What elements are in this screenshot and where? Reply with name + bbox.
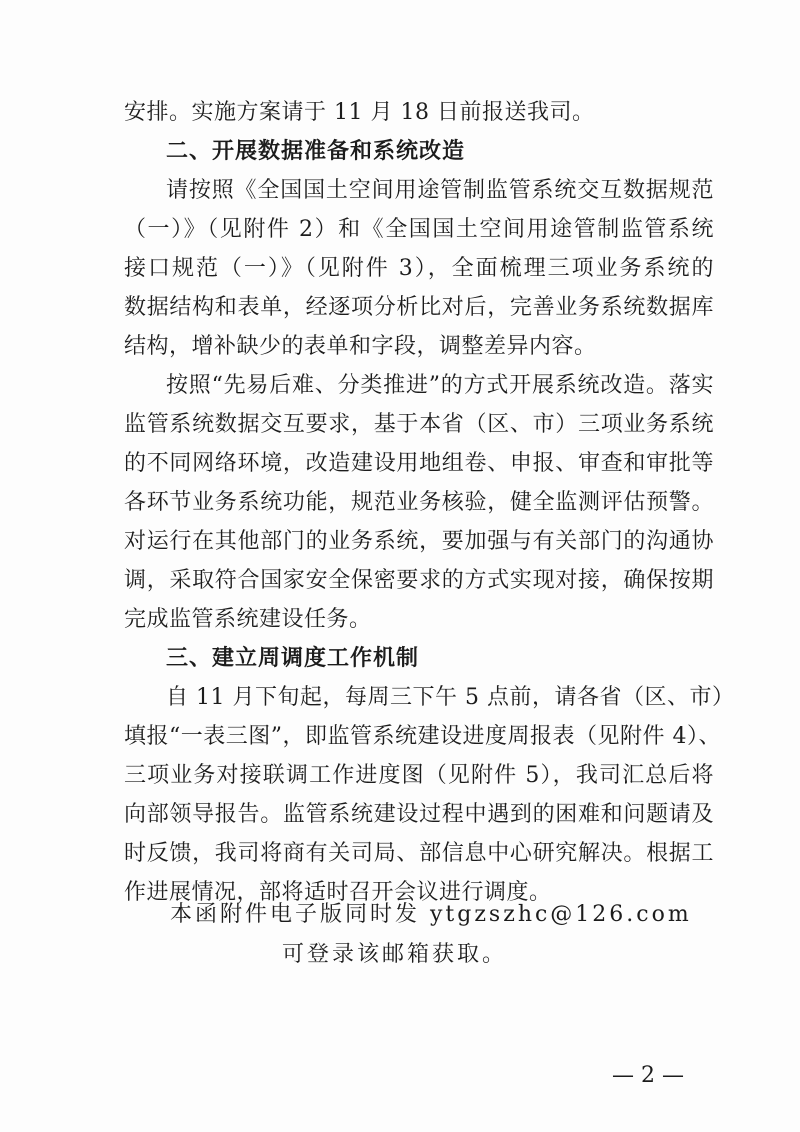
attachment-email-note: 本函附件电子版同时发 ytgzszhc@126.com [170, 902, 692, 927]
attachment-retrieval-note: 可登录该邮箱获取。 [282, 942, 508, 967]
section-heading-3: 三、建立周调度工作机制 [166, 646, 420, 671]
paragraph-line: 按照“先易后难、分类推进”的方式开展系统改造。落实 [166, 373, 714, 398]
paragraph-line: 作进展情况，部将适时召开会议进行调度。 [124, 880, 552, 905]
paragraph-line: （一）》（见附件 2）和《全国国土空间用途管制监管系统 [124, 217, 714, 242]
paragraph-line: 完成监管系统建设任务。 [124, 607, 372, 632]
paragraph-line: 的不同网络环境，改造建设用地组卷、申报、审查和审批等 [124, 451, 714, 476]
paragraph-line: 调，采取符合国家安全保密要求的方式实现对接，确保按期 [124, 568, 714, 593]
section-heading-2: 二、开展数据准备和系统改造 [166, 139, 466, 164]
paragraph-line: 填报“一表三图”，即监管系统建设进度周报表（见附件 4）、 [124, 724, 721, 749]
paragraph-line: 三项业务对接联调工作进度图（见附件 5），我司汇总后将 [124, 763, 714, 788]
paragraph-line: 请按照《全国国土空间用途管制监管系统交互数据规范 [166, 178, 714, 203]
paragraph-line: 数据结构和表单，经逐项分析比对后，完善业务系统数据库 [124, 295, 714, 320]
paragraph-line: 监管系统数据交互要求，基于本省（区、市）三项业务系统 [124, 412, 714, 437]
paragraph-line: 安排。实施方案请于 11 月 18 日前报送我司。 [124, 100, 595, 125]
paragraph-line: 结构，增补缺少的表单和字段，调整差异内容。 [124, 334, 597, 359]
paragraph-line: 时反馈，我司将商有关司局、部信息中心研究解决。根据工 [124, 841, 714, 866]
paragraph-line: 各环节业务系统功能，规范业务核验，健全监测评估预警。 [124, 490, 714, 515]
paragraph-line: 接口规范（一）》（见附件 3），全面梳理三项业务系统的 [124, 256, 714, 281]
paragraph-line: 向部领导报告。监管系统建设过程中遇到的困难和问题请及 [124, 802, 714, 827]
page-number: — 2 — [612, 1063, 684, 1088]
paragraph-line: 自 11 月下旬起，每周三下午 5 点前，请各省（区、市） [166, 685, 735, 710]
paragraph-line: 对运行在其他部门的业务系统，要加强与有关部门的沟通协 [124, 529, 714, 554]
